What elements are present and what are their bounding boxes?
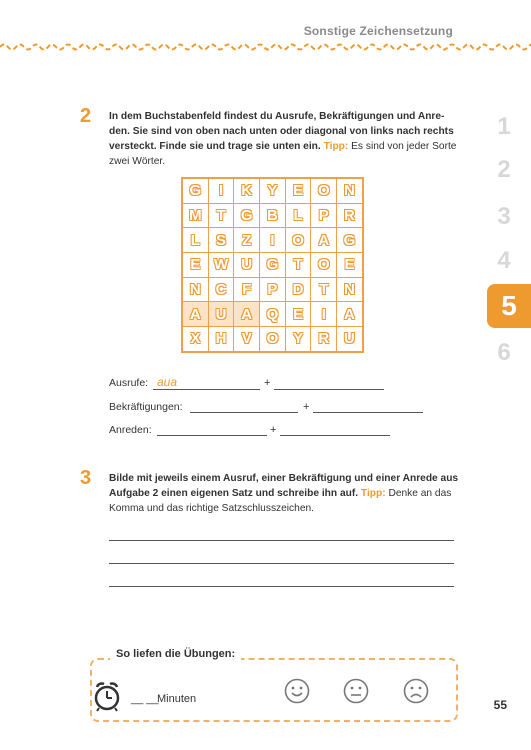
grid-cell[interactable]: L [182, 228, 208, 253]
grid-cell[interactable]: T [285, 253, 311, 278]
bekraeftigungen-label: Bekräftigungen: [109, 401, 183, 413]
side-nav-item-2[interactable]: 2 [497, 156, 511, 183]
task-3-tipp-text-1: Denke an das [388, 488, 452, 499]
grid-cell[interactable]: G [260, 253, 286, 278]
grid-cell[interactable]: I [260, 228, 286, 253]
grid-cell[interactable]: G [234, 203, 260, 228]
task-2-instructions [109, 109, 469, 169]
anreden-label: Anreden: [109, 424, 152, 436]
grid-cell[interactable]: P [311, 203, 337, 228]
sad-face-icon[interactable] [403, 678, 429, 704]
grid-cell[interactable]: S [208, 228, 234, 253]
bekraeftigungen-line-2[interactable] [313, 412, 423, 413]
task-2-tipp-text-1: Es sind von jeder Sorte [351, 141, 457, 152]
grid-cell[interactable]: T [208, 203, 234, 228]
grid-cell[interactable]: K [234, 178, 260, 203]
letter-grid [181, 177, 364, 353]
grid-cell[interactable]: L [285, 203, 311, 228]
ausrufe-label: Ausrufe: [109, 377, 149, 389]
task-3-number: 3 [80, 467, 92, 489]
grid-cell[interactable]: X [182, 327, 208, 352]
ausrufe-line-1[interactable] [153, 389, 260, 390]
minutes-blank[interactable]: __ __ [131, 693, 159, 705]
grid-cell[interactable]: R [311, 327, 337, 352]
happy-face-icon[interactable] [284, 678, 310, 704]
side-nav-item-4[interactable]: 4 [497, 247, 511, 274]
task-2-tipp-text-2: zwei Wörter. [109, 156, 166, 167]
grid-cell[interactable]: A [337, 302, 363, 327]
grid-cell[interactable]: T [311, 277, 337, 302]
grid-cell[interactable]: H [208, 327, 234, 352]
grid-row [182, 302, 363, 327]
minutes-label: Minuten [157, 693, 197, 705]
task-2-line-3: versteckt. Finde sie und trage sie unten ein. [109, 141, 321, 152]
neutral-face-icon[interactable] [343, 678, 369, 704]
grid-cell[interactable]: O [260, 327, 286, 352]
side-nav-item-1[interactable]: 1 [497, 113, 511, 140]
grid-cell[interactable]: I [208, 178, 234, 203]
grid-cell[interactable]: Y [285, 327, 311, 352]
grid-row [182, 277, 363, 302]
writing-line-3[interactable] [109, 586, 454, 587]
grid-cell[interactable]: N [337, 178, 363, 203]
grid-cell[interactable]: N [337, 277, 363, 302]
bekraeftigungen-line-1[interactable] [190, 412, 298, 413]
grid-cell[interactable]: D [285, 277, 311, 302]
side-nav-item-3[interactable]: 3 [497, 203, 511, 230]
plus-sign: + [303, 401, 310, 413]
task-3-tipp-text-2: Komma und das richtige Satzschlusszeichen. [109, 503, 314, 514]
grid-cell[interactable]: N [182, 277, 208, 302]
grid-cell[interactable]: E [285, 302, 311, 327]
grid-cell[interactable]: A [234, 302, 260, 327]
grid-cell[interactable]: G [182, 178, 208, 203]
task-2-tipp-label: Tipp: [323, 141, 349, 152]
grid-row [182, 178, 363, 203]
grid-cell[interactable]: Y [260, 178, 286, 203]
task-2-line-2: den. Sie sind von oben nach unten oder diagonal von links nach rechts [109, 126, 454, 137]
grid-cell[interactable]: Q [260, 302, 286, 327]
grid-cell[interactable]: O [285, 228, 311, 253]
anreden-line-2[interactable] [280, 435, 390, 436]
grid-cell[interactable]: I [311, 302, 337, 327]
header-wave-decoration [0, 40, 531, 54]
task-3-tipp-label: Tipp: [360, 488, 386, 499]
task-2-number: 2 [80, 105, 92, 127]
task-3-instructions [109, 471, 469, 516]
grid-cell[interactable]: G [337, 228, 363, 253]
task-3-line-1: Bilde mit jeweils einem Ausruf, einer Bekräftigung und einer Anrede aus [109, 473, 459, 484]
task-2-line-1: In dem Buchstabenfeld findest du Ausrufe, Bekräftigungen und Anre- [109, 111, 445, 122]
grid-cell[interactable]: A [311, 228, 337, 253]
grid-cell[interactable]: V [234, 327, 260, 352]
grid-cell[interactable]: E [285, 178, 311, 203]
grid-cell[interactable]: M [182, 203, 208, 228]
side-nav-item-6[interactable]: 6 [497, 339, 511, 366]
grid-cell[interactable]: U [337, 327, 363, 352]
grid-cell[interactable]: Z [234, 228, 260, 253]
plus-sign: + [270, 424, 277, 436]
grid-cell[interactable]: O [311, 178, 337, 203]
writing-line-2[interactable] [109, 563, 454, 564]
ausrufe-example-answer: aua [157, 375, 178, 389]
feedback-title: So liefen die Übungen: [110, 648, 241, 660]
grid-cell[interactable]: W [208, 253, 234, 278]
task-3-line-2: Aufgabe 2 einen eigenen Satz und schreibe ihn auf. [109, 488, 359, 499]
grid-cell[interactable]: C [208, 277, 234, 302]
grid-cell[interactable]: E [182, 253, 208, 278]
grid-cell[interactable]: F [234, 277, 260, 302]
grid-row [182, 203, 363, 228]
anreden-line-1[interactable] [157, 435, 267, 436]
page-section-title: Sonstige Zeichensetzung [303, 24, 453, 38]
grid-cell[interactable]: U [208, 302, 234, 327]
grid-cell[interactable]: R [337, 203, 363, 228]
grid-cell[interactable]: A [182, 302, 208, 327]
writing-line-1[interactable] [109, 540, 454, 541]
plus-sign: + [264, 377, 271, 389]
grid-cell[interactable]: U [234, 253, 260, 278]
side-nav-item-5[interactable]: 5 [487, 284, 531, 328]
page-number: 55 [493, 698, 507, 712]
grid-cell[interactable]: E [337, 253, 363, 278]
alarm-clock-icon [92, 680, 122, 712]
grid-cell[interactable]: P [260, 277, 286, 302]
grid-row [182, 327, 363, 352]
grid-cell[interactable]: O [311, 253, 337, 278]
grid-cell[interactable]: B [260, 203, 286, 228]
grid-row [182, 228, 363, 253]
grid-row [182, 253, 363, 278]
ausrufe-line-2[interactable] [274, 389, 384, 390]
